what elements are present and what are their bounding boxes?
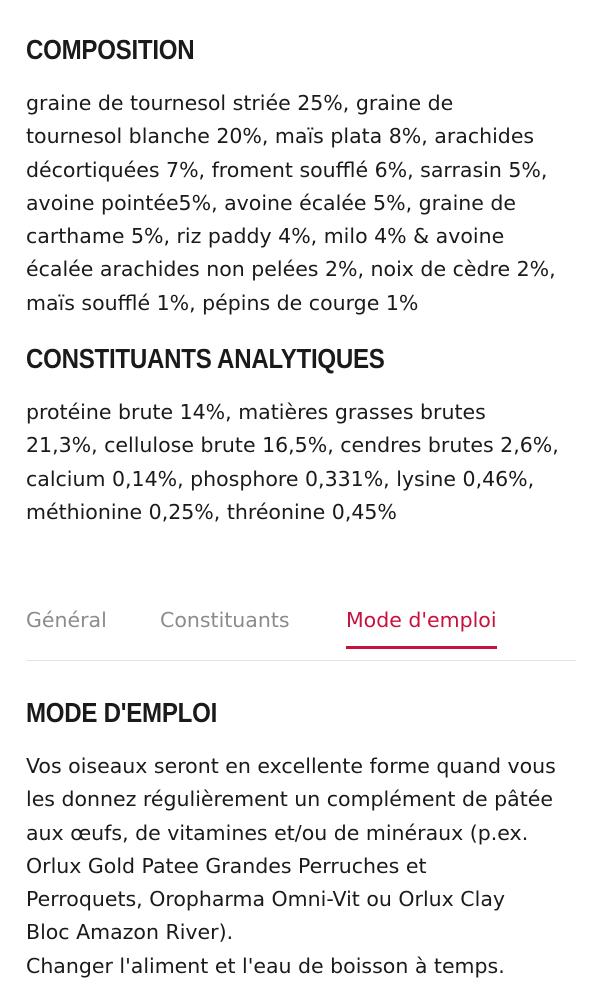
constituants-line: calcium 0,14%, phosphore 0,331%, lysine 0,46%, [26,466,535,491]
constituants-line: protéine brute 14%, matières grasses brutes [26,400,486,424]
composition-line: graine de tournesol striée 25%, graine de [26,91,454,115]
constituants-text [26,396,586,529]
tab-constituants[interactable]: Constituants [160,608,290,632]
tab-general[interactable]: Général [26,608,107,632]
composition-heading: COMPOSITION [26,34,195,65]
mode-emploi-line: Bloc Amazon River). [26,920,234,945]
mode-emploi-line: Orlux Gold Patee Grandes Perruches et [26,853,427,878]
constituants-line: 21,3%, cellulose brute 16,5%, cendres brutes 2,6%, [26,433,559,458]
mode-emploi-heading: MODE D'EMPLOI [26,697,218,728]
mode-emploi-line: les donnez régulièrement un complément de pâtée [26,787,553,812]
composition-line: décortiquées 7%, froment soufflé 6%, sarrasin 5%, [26,157,548,182]
composition-line: avoine pointée5%, avoine écalée 5%, graine de [26,190,517,215]
composition-line: carthame 5%, riz paddy 4%, milo 4% & avoine [26,224,505,249]
composition-line: écalée arachides non pelées 2%, noix de cèdre 2%, [26,257,556,282]
mode-emploi-line: Perroquets, Oropharma Omni-Vit ou Orlux Clay [26,887,506,912]
constituants-line: méthionine 0,25%, thréonine 0,45% [26,499,397,524]
composition-text [26,87,586,320]
composition-line: maïs soufflé 1%, pépins de courge 1% [26,290,419,315]
mode-emploi-line: Vos oiseaux seront en excellente forme quand vous [26,754,556,778]
mode-emploi-line: Changer l'aliment et l'eau de boisson à temps. [26,953,505,978]
mode-emploi-line: aux œufs, de vitamines et/ou de minéraux (p.ex. [26,820,529,845]
tab-bar [26,600,576,661]
mode-emploi-text [26,750,586,983]
composition-line: tournesol blanche 20%, maïs plata 8%, arachides [26,124,535,149]
constituants-heading: CONSTITUANTS ANALYTIQUES [26,343,385,374]
tab-mode-emploi[interactable]: Mode d'emploi [346,608,497,649]
